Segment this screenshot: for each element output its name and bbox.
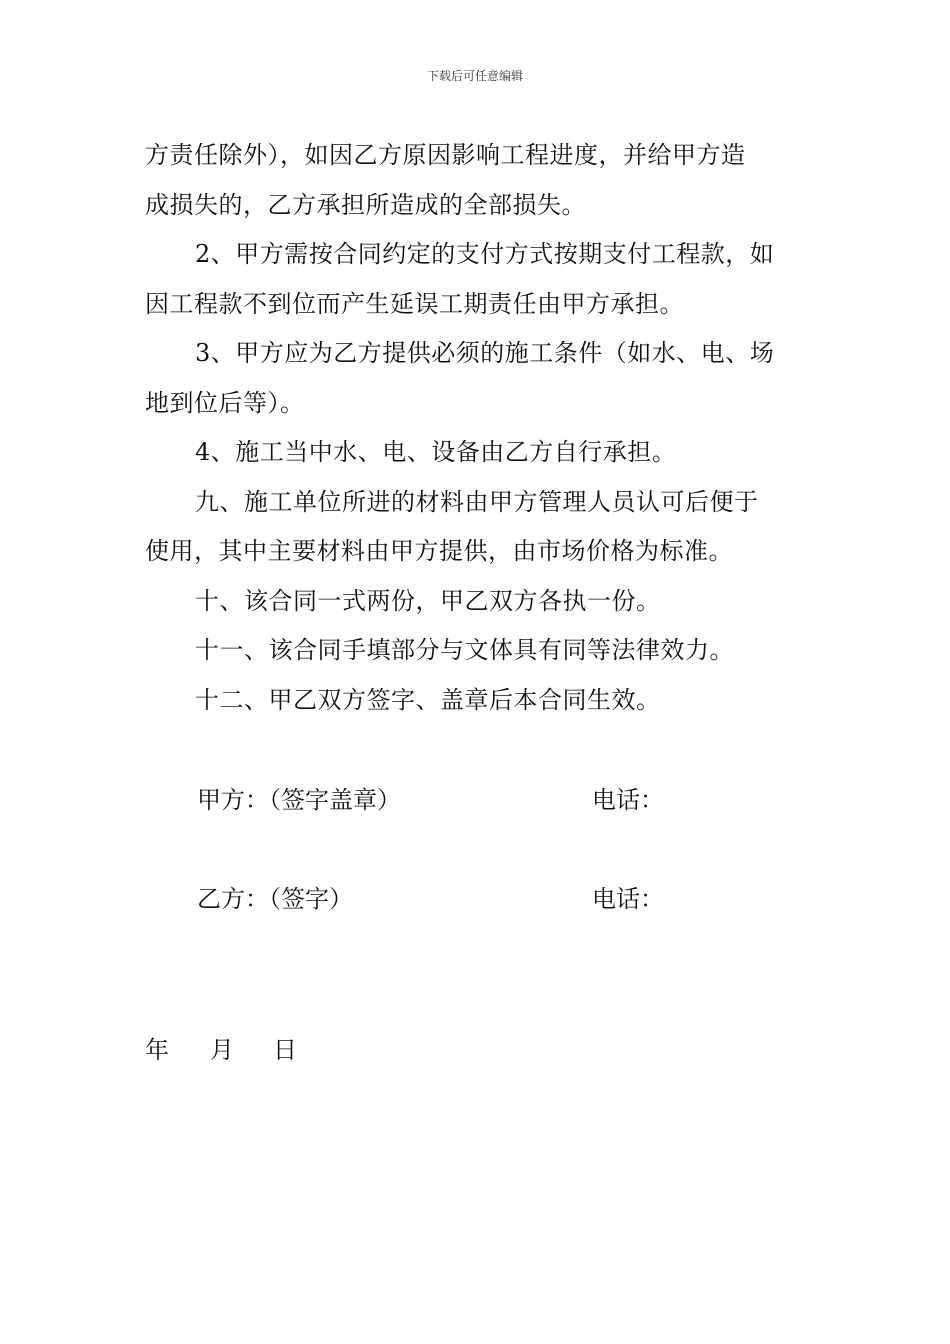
- clause-4: 4、施工当中水、电、设备由乙方自行承担。: [195, 438, 677, 466]
- party-a-signature: 甲方：（签字盖章）: [197, 786, 401, 814]
- date-day: 日: [273, 1036, 297, 1064]
- clause-ten: 十、该合同一式两份，甲乙双方各执一份。: [195, 587, 661, 615]
- date-month: 月: [210, 1036, 234, 1064]
- party-b-phone: 电话：: [592, 885, 664, 913]
- party-a-phone: 电话：: [592, 786, 664, 814]
- party-b-signature: 乙方：（签字）: [197, 885, 353, 913]
- clause-2-line-1: 2、甲方需按合同约定的支付方式按期支付工程款，如: [195, 240, 775, 268]
- paragraph-1-line-2: 成损失的，乙方承担所造成的全部损失。: [145, 191, 586, 219]
- clause-2-line-2: 因工程款不到位而产生延误工期责任由甲方承担。: [145, 290, 684, 318]
- clause-nine-line-2: 使用，其中主要材料由甲方提供，由市场价格为标准。: [145, 537, 733, 565]
- clause-twelve: 十二、甲乙双方签字、盖章后本合同生效。: [195, 686, 661, 714]
- clause-3-line-2: 地到位后等）。: [145, 389, 305, 417]
- page-header: 下载后可任意编辑: [426, 69, 523, 83]
- clause-nine-line-1: 九、施工单位所进的材料由甲方管理人员认可后便于: [195, 488, 759, 516]
- clause-3-line-1: 3、甲方应为乙方提供必须的施工条件（如水、电、场: [195, 339, 775, 367]
- date-year: 年: [145, 1036, 169, 1064]
- paragraph-1-line-1: 方责任除外），如因乙方原因影响工程进度，并给甲方造: [145, 141, 746, 169]
- clause-eleven: 十一、该合同手填部分与文体具有同等法律效力。: [195, 636, 734, 664]
